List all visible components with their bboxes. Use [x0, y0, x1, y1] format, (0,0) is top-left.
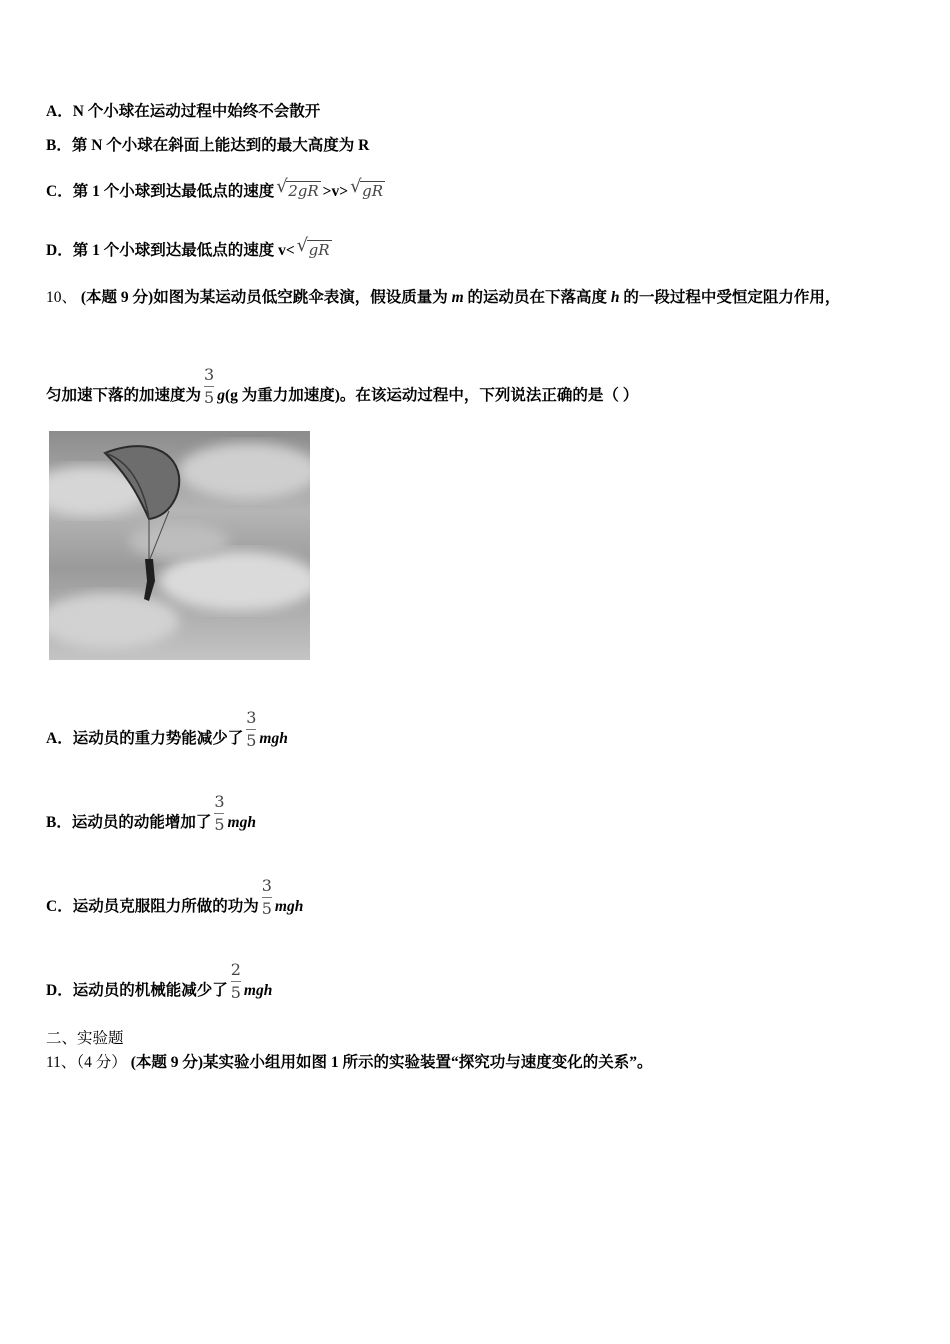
fraction: $\frac{3}{5}$ [214, 792, 225, 834]
q10-option-d: D．运动员的机械能减少了 $\frac{2}{5}$ mgh [46, 960, 273, 1002]
option-label: C． [46, 183, 73, 200]
option-text: 运动员的动能增加了 [71, 814, 212, 832]
q9-option-d [46, 235, 334, 261]
sqrt-gR: √ gR [296, 235, 330, 259]
option-text: 运动员的重力势能减少了 [72, 730, 244, 748]
fraction: $\frac{3}{5}$ [246, 708, 257, 750]
option-text: 运动员克服阻力所做的功为 [72, 898, 259, 916]
fraction: $\frac{3}{5}$ [204, 365, 215, 407]
option-label: B． [46, 814, 72, 832]
parachute-illustration [49, 431, 310, 660]
q10-option-a: A．运动员的重力势能减少了 $\frac{3}{5}$ mgh [46, 708, 288, 750]
q11-stem: 11、（4 分） (本题 9 分)某实验小组用如图 1 所示的实验装置“探究功与速度变化的关系”。 [46, 1054, 653, 1071]
q10-option-c: C．运动员克服阻力所做的功为 $\frac{3}{5}$ mgh [46, 876, 304, 918]
option-label: A． [46, 103, 73, 120]
option-label: A． [46, 730, 73, 748]
option-text: 第 1 个小球到达最低点的速度 v< [72, 242, 295, 259]
option-label: D． [46, 982, 73, 1000]
option-text: 运动员的机械能减少了 [72, 982, 228, 1000]
q9-option-c [46, 176, 387, 202]
q10-stem-line1: 10、 (本题 9 分)如图为某运动员低空跳伞表演，假设质量为 m 的运动员在下落高度 h 的一段过程中受恒定阻力作用， [46, 289, 841, 306]
option-label: C． [46, 898, 73, 916]
question-number: 10、 [46, 289, 78, 306]
fraction: $\frac{3}{5}$ [261, 876, 272, 918]
option-text: 第 1 个小球到达最低点的速度 [72, 183, 275, 200]
fraction: $\frac{2}{5}$ [230, 960, 241, 1002]
option-label: D． [46, 242, 73, 259]
sqrt-gR: √ gR [350, 176, 383, 200]
q9-option-b [46, 136, 369, 156]
sqrt-2gR: √ 2gR [276, 176, 319, 200]
option-text: 第 N 个小球在斜面上能达到的最大高度为 R [71, 137, 370, 154]
parachute-photo [49, 431, 310, 660]
question-number: 11、（4 分） [46, 1054, 127, 1071]
inequality: >v> [322, 183, 349, 200]
q10-option-b: B．运动员的动能增加了 $\frac{3}{5}$ mgh [46, 792, 256, 834]
option-text: N 个小球在运动过程中始终不会散开 [72, 103, 321, 120]
q10-stem-line2: 匀加速下落的加速度为 $\frac{3}{5}$ g(g 为重力加速度)。在该运动过程中，下列说法正确的是（ ） [46, 365, 639, 407]
q9-option-a [46, 102, 320, 122]
option-label: B． [46, 137, 72, 154]
section-title: 二、实验题 [46, 1030, 124, 1047]
